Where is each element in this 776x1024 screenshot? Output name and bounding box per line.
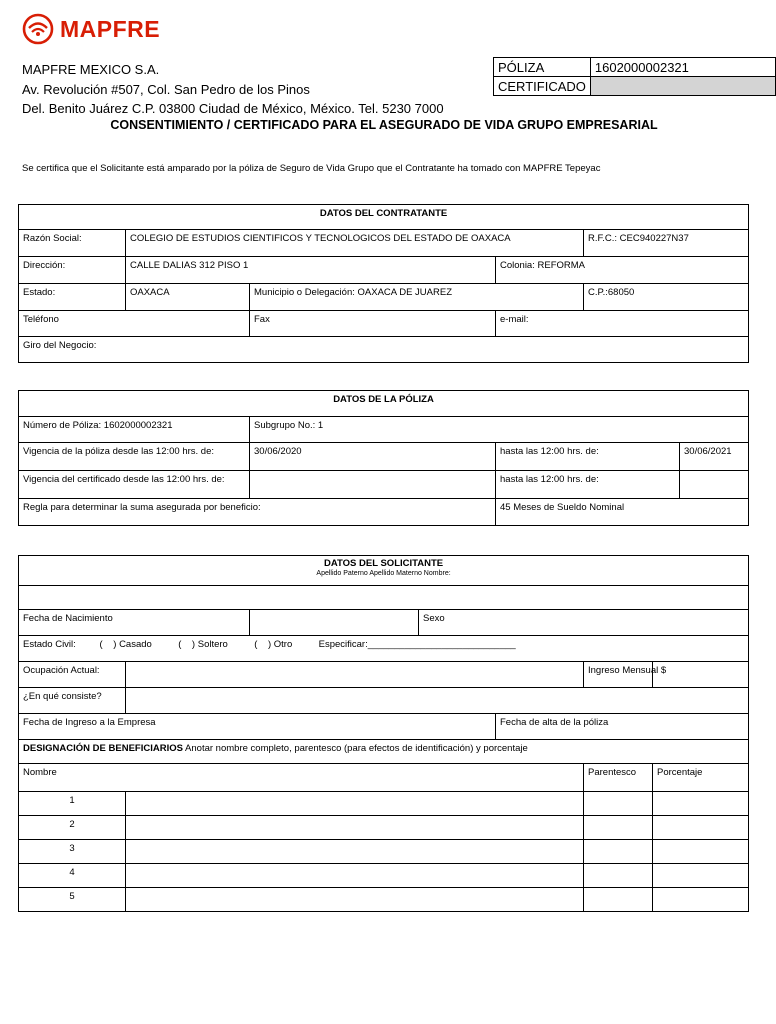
poliza-label: PÓLIZA bbox=[494, 58, 591, 77]
beneficiario-porcentaje-field[interactable] bbox=[653, 864, 749, 888]
poliza-value: 1602000002321 bbox=[590, 58, 775, 77]
vig-cert-hasta-label: hasta las 12:00 hrs. de: bbox=[496, 471, 680, 499]
beneficiario-parentesco-field[interactable] bbox=[584, 816, 653, 840]
vig-cert-label: Vigencia del certificado desde las 12:00 hrs. de: bbox=[19, 471, 250, 499]
policy-box bbox=[493, 57, 776, 96]
giro-label: Giro del Negocio: bbox=[19, 337, 749, 363]
beneficiario-row bbox=[19, 864, 749, 888]
beneficiario-row bbox=[19, 792, 749, 816]
beneficiario-row bbox=[19, 816, 749, 840]
vig-poliza-hasta-label: hasta las 12:00 hrs. de: bbox=[496, 443, 680, 471]
vig-cert-desde bbox=[250, 471, 496, 499]
beneficiario-nombre-field[interactable] bbox=[126, 816, 584, 840]
cp-value: C.P.:68050 bbox=[584, 284, 749, 311]
company-name: MAPFRE MEXICO S.A. bbox=[22, 62, 160, 77]
beneficiario-nombre-header: Nombre bbox=[19, 764, 584, 792]
vig-cert-hasta bbox=[680, 471, 749, 499]
beneficiario-parentesco-field[interactable] bbox=[584, 840, 653, 864]
contratante-table bbox=[18, 204, 749, 363]
razon-label: Razón Social: bbox=[19, 230, 126, 257]
vig-poliza-label: Vigencia de la póliza desde las 12:00 hrs. de: bbox=[19, 443, 250, 471]
brand-name: MAPFRE bbox=[60, 15, 161, 42]
document-title: CONSENTIMIENTO / CERTIFICADO PARA EL ASEGURADO DE VIDA GRUPO EMPRESARIAL bbox=[110, 118, 658, 132]
alta-poliza-label: Fecha de alta de la póliza bbox=[496, 714, 749, 740]
designacion-text: Anotar nombre completo, parentesco (para efectos de identificación) y porcentaje bbox=[182, 743, 528, 754]
designacion-title: DESIGNACIÓN DE BENEFICIARIOS bbox=[23, 743, 183, 754]
contratante-header: DATOS DEL CONTRATANTE bbox=[19, 205, 749, 230]
estado-label: Estado: bbox=[19, 284, 126, 311]
regla-value: 45 Meses de Sueldo Nominal bbox=[496, 499, 749, 526]
beneficiario-number: 3 bbox=[19, 840, 126, 864]
mapfre-logo-icon bbox=[22, 13, 54, 45]
company-info bbox=[22, 60, 444, 119]
beneficiario-nombre-field[interactable] bbox=[126, 840, 584, 864]
designacion-row bbox=[19, 740, 749, 764]
fecha-nac-label: Fecha de Nacimiento bbox=[19, 610, 250, 636]
estado-value: OAXACA bbox=[126, 284, 250, 311]
beneficiario-parentesco-field[interactable] bbox=[584, 864, 653, 888]
ocupacion-field[interactable] bbox=[126, 662, 584, 688]
company-city: Del. Benito Juárez C.P. 03800 Ciudad de México, México. Tel. 5230 7000 bbox=[22, 101, 444, 116]
beneficiario-porcentaje-field[interactable] bbox=[653, 792, 749, 816]
fax-label: Fax bbox=[250, 311, 496, 337]
ingreso-field[interactable] bbox=[653, 662, 749, 688]
telefono-label: Teléfono bbox=[19, 311, 250, 337]
beneficiario-row bbox=[19, 840, 749, 864]
estado-civil-row[interactable]: Estado Civil: ( ) Casado ( ) Soltero ( ) Otro Especificar:____________________________ bbox=[19, 636, 749, 662]
solicitante-title: DATOS DEL SOLICITANTE bbox=[323, 558, 444, 569]
vig-poliza-desde: 30/06/2020 bbox=[250, 443, 496, 471]
beneficiario-nombre-field[interactable] bbox=[126, 888, 584, 912]
parentesco-header: Parentesco bbox=[584, 764, 653, 792]
fecha-nac-field[interactable] bbox=[250, 610, 419, 636]
intro-text: Se certifica que el Solicitante está amparado por la póliza de Seguro de Vida Grupo que el Contratante ha tomado con MAPFRE Tepeyac bbox=[22, 163, 601, 174]
beneficiario-nombre-field[interactable] bbox=[126, 864, 584, 888]
subgrupo: Subgrupo No.: 1 bbox=[250, 417, 749, 443]
municipio-value: Municipio o Delegación: OAXACA DE JUAREZ bbox=[250, 284, 584, 311]
solicitante-header bbox=[19, 556, 749, 586]
email-label: e-mail: bbox=[496, 311, 749, 337]
certificado-label: CERTIFICADO bbox=[494, 77, 591, 96]
certificado-value bbox=[590, 77, 775, 96]
company-address: Av. Revolución #507, Col. San Pedro de los Pinos bbox=[22, 81, 310, 97]
beneficiario-number: 2 bbox=[19, 816, 126, 840]
beneficiario-nombre-field[interactable] bbox=[126, 792, 584, 816]
sexo-label: Sexo bbox=[419, 610, 749, 636]
beneficiario-number: 4 bbox=[19, 864, 126, 888]
consiste-field[interactable] bbox=[126, 688, 749, 714]
poliza-table bbox=[18, 390, 749, 526]
nombre-input-row[interactable] bbox=[19, 586, 749, 610]
regla-label: Regla para determinar la suma asegurada por beneficio: bbox=[19, 499, 496, 526]
beneficiario-porcentaje-field[interactable] bbox=[653, 840, 749, 864]
consiste-label: ¿En qué consiste? bbox=[19, 688, 126, 714]
beneficiario-porcentaje-field[interactable] bbox=[653, 888, 749, 912]
beneficiario-porcentaje-field[interactable] bbox=[653, 816, 749, 840]
solicitante-subheader: Apellido Paterno Apellido Materno Nombre: bbox=[316, 570, 451, 577]
beneficiario-parentesco-field[interactable] bbox=[584, 888, 653, 912]
poliza-header: DATOS DE LA PÓLIZA bbox=[19, 391, 749, 417]
razon-value: COLEGIO DE ESTUDIOS CIENTIFICOS Y TECNOLOGICOS DEL ESTADO DE OAXACA bbox=[126, 230, 584, 257]
vig-poliza-hasta: 30/06/2021 bbox=[680, 443, 749, 471]
colonia-value: Colonia: REFORMA bbox=[496, 257, 749, 284]
porcentaje-header: Porcentaje bbox=[653, 764, 749, 792]
ingreso-empresa-label: Fecha de Ingreso a la Empresa bbox=[19, 714, 496, 740]
direccion-value: CALLE DALIAS 312 PISO 1 bbox=[126, 257, 496, 284]
solicitante-table bbox=[18, 555, 749, 912]
beneficiario-number: 1 bbox=[19, 792, 126, 816]
mapfre-logo bbox=[22, 12, 160, 46]
beneficiario-parentesco-field[interactable] bbox=[584, 792, 653, 816]
numero-poliza: Número de Póliza: 1602000002321 bbox=[19, 417, 250, 443]
ocupacion-label: Ocupación Actual: bbox=[19, 662, 126, 688]
beneficiario-number: 5 bbox=[19, 888, 126, 912]
beneficiario-row bbox=[19, 888, 749, 912]
ingreso-label: Ingreso Mensual $ bbox=[584, 662, 653, 688]
direccion-label: Dirección: bbox=[19, 257, 126, 284]
rfc-value: R.F.C.: CEC940227N37 bbox=[584, 230, 749, 257]
